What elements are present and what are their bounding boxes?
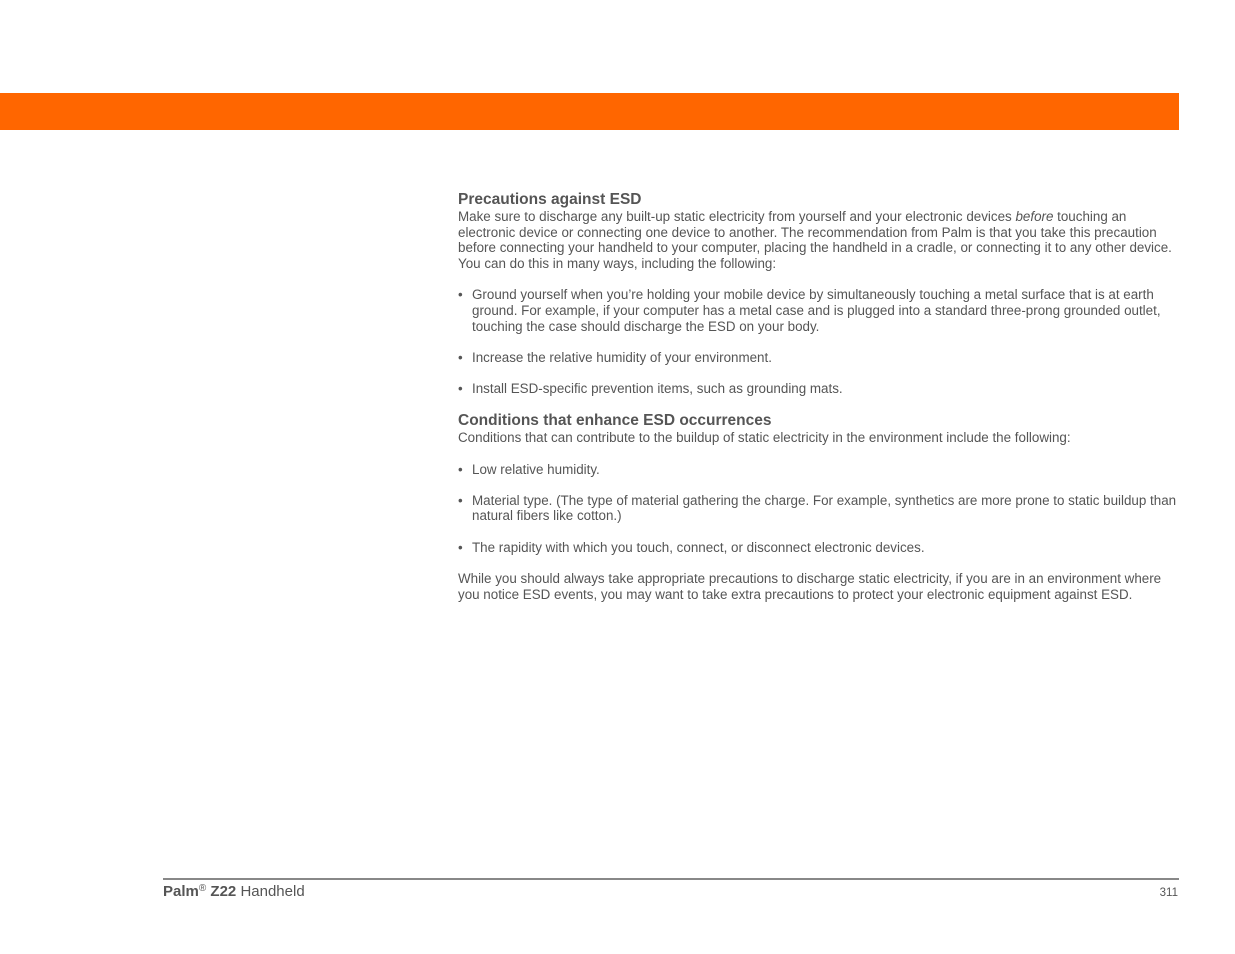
section-title-precautions: Precautions against ESD (458, 191, 642, 208)
emphasis-before: before (1015, 209, 1054, 224)
conditions-intro: Conditions that can contribute to the buildup of static electricity in the environment include the following: (458, 430, 1071, 446)
conditions-list (458, 462, 1180, 556)
closing-paragraph: While you should always take appropriate precautions to discharge static electricity, if you are in an environment where you notice ESD events, you may want to take extra precautions to protect your electronic equipment against ESD. (458, 570, 1162, 602)
page-content (458, 191, 1180, 602)
list-item: • The rapidity with which you touch, connect, or disconnect electronic devices. (458, 539, 925, 555)
list-item: • Ground yourself when you’re holding your mobile device by simultaneously touching a metal surface that is at earth ground. For example, if your computer has a metal case and is plugged into a standard three-prong grounded outlet, touching the case should discharge the ESD on your body. (458, 287, 1161, 334)
header-bar (0, 93, 1179, 130)
bullet-icon: • (458, 287, 463, 303)
section-title-conditions: Conditions that enhance ESD occurrences (458, 412, 772, 430)
list-item: • Material type. (The type of material gathering the charge. For example, synthetics are more prone to static buildup than natural fibers like cotton.) (458, 492, 1177, 524)
bullet-icon: • (458, 381, 463, 397)
list-item: • Increase the relative humidity of your environment. (458, 349, 772, 365)
footer-divider (163, 878, 1179, 880)
brand-name: Palm (163, 883, 199, 900)
list-item: • Install ESD-specific prevention items, such as grounding mats. (458, 381, 843, 397)
model-name: Z22 (210, 883, 237, 900)
product-type: Handheld (240, 883, 305, 900)
precautions-list (458, 287, 1180, 397)
registered-mark: ® (198, 883, 207, 894)
precautions-intro: Make sure to discharge any built-up static electricity from yourself and your electronic devices before touching an electronic device or connecting one device to another. The recommendation from Palm is that you take this precaution before connecting your handheld to your computer, placing the handheld in a cradle, or connecting it to any other device. You can do this in many ways, including the following: (458, 209, 1172, 272)
bullet-icon: • (458, 461, 463, 477)
bullet-icon: • (458, 492, 463, 508)
bullet-icon: • (458, 349, 463, 365)
bullet-icon: • (458, 539, 463, 555)
footer-product-name (163, 883, 305, 900)
page-number: 311 (1159, 887, 1178, 899)
list-item: • Low relative humidity. (458, 461, 600, 477)
